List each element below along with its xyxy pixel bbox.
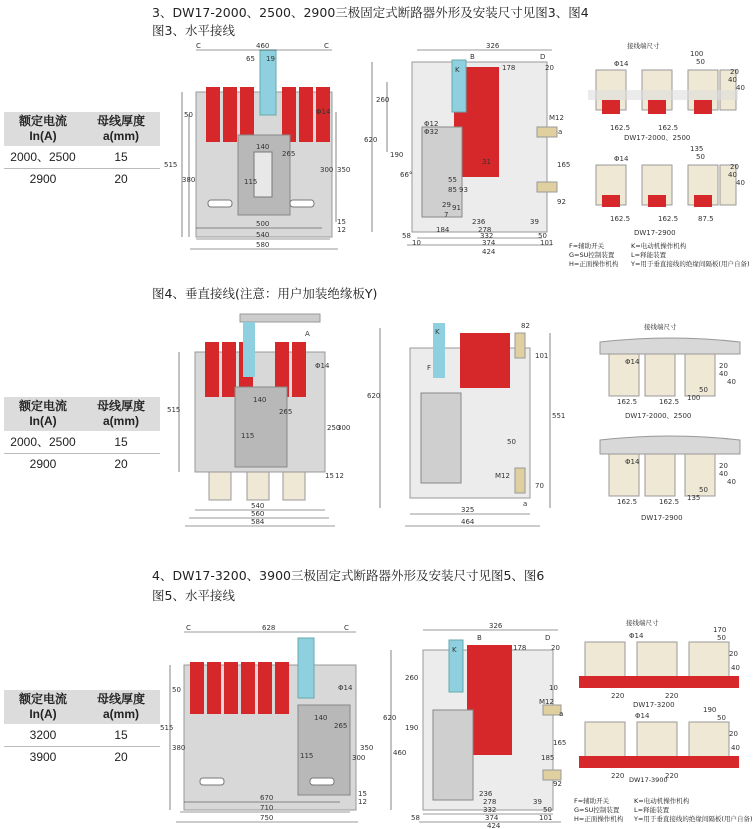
dim-phi14: Φ14 xyxy=(614,155,629,163)
legend-3: F=辅助开关 K=电动机操作机构 G=SU控制装置 L=释能装置 H=正面操作机构 Y=用于垂直接线的绝缘间隔板(用户自备) xyxy=(574,797,753,823)
dim-a: a xyxy=(558,128,563,136)
dim-phi32: Φ32 xyxy=(424,128,439,136)
dim-350: 350 xyxy=(337,166,351,174)
dim-91: 91 xyxy=(452,204,461,212)
label-dw17-2000: DW17-2000、2500 xyxy=(625,412,692,420)
dim-165: 165 xyxy=(553,739,567,747)
dim-1625b: 162.5 xyxy=(659,498,680,506)
dim-515: 515 xyxy=(160,724,174,732)
dim-40b: 40 xyxy=(736,179,745,187)
dim-460: 460 xyxy=(393,749,407,757)
dim-750: 750 xyxy=(260,814,274,822)
header-current: 额定电流 In(A) xyxy=(4,112,82,147)
dim-c-left: C xyxy=(186,624,191,632)
dim-560: 560 xyxy=(251,510,265,518)
header-current: 额定电流 In(A) xyxy=(4,397,82,432)
dim-a: a xyxy=(523,500,528,508)
dim-332: 332 xyxy=(483,806,497,814)
terminal-drawing-1b xyxy=(580,145,745,237)
dim-65: 65 xyxy=(246,55,255,63)
dim-b: B xyxy=(477,634,482,642)
dim-50: 50 xyxy=(699,386,708,394)
dim-50: 50 xyxy=(184,111,193,119)
table-row: 3200 15 xyxy=(4,725,160,747)
dim-115: 115 xyxy=(300,752,314,760)
dim-170: 170 xyxy=(713,626,727,634)
dim-250: 250 xyxy=(327,424,341,432)
dim-178: 178 xyxy=(513,644,527,652)
front-view-drawing-1 xyxy=(160,42,350,257)
dim-phi14: Φ14 xyxy=(315,362,330,370)
dim-phi14: Φ14 xyxy=(635,712,650,720)
side-view-drawing-3 xyxy=(383,620,568,828)
dim-620: 620 xyxy=(364,136,378,144)
dim-19: 19 xyxy=(266,55,275,63)
dim-20: 20 xyxy=(551,644,560,652)
dim-50: 50 xyxy=(717,634,726,642)
front-view-drawing-2 xyxy=(165,312,350,534)
dim-350: 350 xyxy=(360,744,374,752)
terminal-title-3: 接线端尺寸 xyxy=(626,619,659,627)
dim-220b: 220 xyxy=(665,692,679,700)
dim-620: 620 xyxy=(383,714,397,722)
dim-101: 101 xyxy=(540,239,554,247)
dim-115: 115 xyxy=(244,178,258,186)
dim-220a: 220 xyxy=(611,772,625,780)
header-thickness: 母线厚度 a(mm) xyxy=(82,397,160,432)
dim-628: 628 xyxy=(262,624,276,632)
dim-620: 620 xyxy=(367,392,381,400)
dim-50: 50 xyxy=(538,232,547,240)
dim-101: 101 xyxy=(535,352,549,360)
dim-178: 178 xyxy=(502,64,516,72)
dim-15: 15 xyxy=(325,472,334,480)
dim-39: 39 xyxy=(533,798,542,806)
dim-50: 50 xyxy=(699,486,708,494)
dim-c-right: C xyxy=(324,42,329,50)
dim-58: 58 xyxy=(402,232,411,240)
header-thickness: 母线厚度 a(mm) xyxy=(82,112,160,147)
dim-20: 20 xyxy=(719,462,728,470)
dim-260: 260 xyxy=(376,96,390,104)
dim-140: 140 xyxy=(256,143,270,151)
dim-k: K xyxy=(455,66,460,74)
dim-325: 325 xyxy=(461,506,475,514)
dim-phi14: Φ14 xyxy=(316,108,331,116)
dim-515: 515 xyxy=(167,406,181,414)
terminal-title-2: 接线端尺寸 xyxy=(644,323,677,331)
dim-20: 20 xyxy=(729,650,738,658)
dim-f: F xyxy=(427,364,432,372)
dim-40a: 40 xyxy=(728,76,737,84)
dim-374: 374 xyxy=(482,239,496,247)
dim-190: 190 xyxy=(703,706,717,714)
dim-20: 20 xyxy=(719,362,728,370)
label-dw17-2000: DW17-2000、2500 xyxy=(624,134,691,142)
dim-50: 50 xyxy=(696,153,705,161)
dim-265: 265 xyxy=(282,150,296,158)
dim-40b: 40 xyxy=(727,478,736,486)
dim-135: 135 xyxy=(687,494,701,502)
dim-670: 670 xyxy=(260,794,274,802)
dim-1625a: 162.5 xyxy=(610,124,631,132)
dim-70: 70 xyxy=(535,482,544,490)
dim-phi14: Φ14 xyxy=(625,458,640,466)
dim-135: 135 xyxy=(690,145,704,153)
dim-c-right: C xyxy=(344,624,349,632)
dim-m12: M12 xyxy=(495,472,510,480)
dim-m12: M12 xyxy=(539,698,554,706)
dim-55: 55 xyxy=(448,176,457,184)
dim-phi14: Φ14 xyxy=(338,684,353,692)
dim-39: 39 xyxy=(530,218,539,226)
dim-50: 50 xyxy=(172,686,181,694)
dim-278: 278 xyxy=(478,226,492,234)
dim-50: 50 xyxy=(543,806,552,814)
terminal-drawing-2a xyxy=(595,334,745,424)
dim-374: 374 xyxy=(485,814,499,822)
dim-1625a: 162.5 xyxy=(617,498,638,506)
dim-1625a: 162.5 xyxy=(617,398,638,406)
table-row: 2000、2500 15 xyxy=(4,147,160,169)
dim-85: 85 xyxy=(448,186,457,194)
dim-460: 460 xyxy=(256,42,270,50)
dim-190: 190 xyxy=(405,724,419,732)
dim-phi12: Φ12 xyxy=(424,120,439,128)
dim-115: 115 xyxy=(241,432,255,440)
dim-140: 140 xyxy=(253,396,267,404)
table-row: 3900 20 xyxy=(4,747,160,769)
dim-300: 300 xyxy=(337,424,351,432)
dim-12: 12 xyxy=(358,798,367,806)
header-current: 额定电流 In(A) xyxy=(4,690,82,725)
dim-184: 184 xyxy=(436,226,450,234)
dim-300: 300 xyxy=(320,166,334,174)
dim-326: 326 xyxy=(486,42,500,50)
dim-220a: 220 xyxy=(611,692,625,700)
dim-40a: 40 xyxy=(719,370,728,378)
dim-165: 165 xyxy=(557,161,571,169)
section1-heading: 3、DW17-2000、2500、2900三极固定式断路器外形及安装尺寸见图3、图4 xyxy=(152,5,589,20)
dim-phi14: Φ14 xyxy=(625,358,640,366)
dim-66deg: 66° xyxy=(400,171,413,179)
dim-40: 40 xyxy=(731,744,740,752)
dim-260: 260 xyxy=(405,674,419,682)
dim-58: 58 xyxy=(411,814,420,822)
dim-190: 190 xyxy=(390,151,404,159)
dim-k: K xyxy=(435,328,440,336)
dim-d: D xyxy=(540,53,546,61)
dim-40a: 40 xyxy=(728,171,737,179)
dim-50: 50 xyxy=(696,58,705,66)
dim-m12: M12 xyxy=(549,114,564,122)
dim-710: 710 xyxy=(260,804,274,812)
section3-heading: 4、DW17-3200、3900三极固定式断路器外形及安装尺寸见图5、图6 xyxy=(152,568,545,583)
dim-220b: 220 xyxy=(665,772,679,780)
dim-464: 464 xyxy=(461,518,475,526)
dim-380: 380 xyxy=(172,744,186,752)
spec-table-1 xyxy=(4,112,160,190)
dim-93: 93 xyxy=(459,186,468,194)
dim-50: 50 xyxy=(507,438,516,446)
label-dw17-2900: DW17-2900 xyxy=(641,514,683,522)
dim-424: 424 xyxy=(487,822,501,829)
dim-140: 140 xyxy=(314,714,328,722)
dim-50: 50 xyxy=(717,714,726,722)
dim-b: B xyxy=(470,53,475,61)
dim-40b: 40 xyxy=(736,84,745,92)
figure4-title: 图4、垂直接线(注意：用户加装绝缘板Y) xyxy=(152,286,378,301)
dim-a: a xyxy=(559,710,564,718)
dim-100: 100 xyxy=(690,50,704,58)
dim-424: 424 xyxy=(482,248,496,256)
dim-540: 540 xyxy=(251,502,265,510)
dim-c-left: C xyxy=(196,42,201,50)
dim-20: 20 xyxy=(730,163,739,171)
dim-1625a: 162.5 xyxy=(610,215,631,223)
dim-265: 265 xyxy=(334,722,348,730)
dim-15: 15 xyxy=(337,218,346,226)
header-thickness: 母线厚度 a(mm) xyxy=(82,690,160,725)
spec-table-3 xyxy=(4,690,160,768)
dim-1625b: 162.5 xyxy=(659,398,680,406)
spec-table-2 xyxy=(4,397,160,475)
terminal-title-1: 接线端尺寸 xyxy=(627,42,660,50)
dim-20: 20 xyxy=(729,730,738,738)
dim-12: 12 xyxy=(337,226,346,234)
dim-20: 20 xyxy=(545,64,554,72)
dim-40: 40 xyxy=(731,664,740,672)
dim-10: 10 xyxy=(549,684,558,692)
terminal-drawing-3a xyxy=(575,628,745,708)
dim-d: D xyxy=(545,634,551,642)
dim-584: 584 xyxy=(251,518,265,526)
terminal-drawing-2b xyxy=(595,432,745,524)
dim-10: 10 xyxy=(412,239,421,247)
dim-101: 101 xyxy=(539,814,553,822)
dim-a: A xyxy=(305,330,310,338)
dim-551: 551 xyxy=(552,412,566,420)
dim-515: 515 xyxy=(164,161,178,169)
legend-1: F=辅助开关 K=电动机操作机构 G=SU控制装置 L=释能装置 H=正面操作机构 Y=用于垂直接线的绝缘间隔板(用户自备) xyxy=(569,242,750,268)
dim-82: 82 xyxy=(521,322,530,330)
dim-phi14: Φ14 xyxy=(629,632,644,640)
table-row: 2000、2500 15 xyxy=(4,432,160,454)
figure5-title: 图5、水平接线 xyxy=(152,588,235,603)
dim-326: 326 xyxy=(489,622,503,630)
dim-236: 236 xyxy=(472,218,486,226)
dim-875: 87.5 xyxy=(698,215,714,223)
dim-29: 29 xyxy=(442,201,451,209)
label-dw17-2900: DW17-2900 xyxy=(634,229,676,237)
side-view-drawing-2 xyxy=(365,318,565,532)
dim-92: 92 xyxy=(557,198,566,206)
terminal-drawing-1a xyxy=(580,52,745,140)
dim-40a: 40 xyxy=(719,470,728,478)
dim-12: 12 xyxy=(335,472,344,480)
dim-40b: 40 xyxy=(727,378,736,386)
dim-185: 185 xyxy=(541,754,555,762)
dim-phi14: Φ14 xyxy=(614,60,629,68)
label-dw17-3200: DW17-3200 xyxy=(633,701,675,709)
dim-236: 236 xyxy=(479,790,493,798)
figure3-title: 图3、水平接线 xyxy=(152,23,235,38)
dim-31: 31 xyxy=(482,158,491,166)
dim-15: 15 xyxy=(358,790,367,798)
dim-100: 100 xyxy=(687,394,701,402)
dim-278: 278 xyxy=(483,798,497,806)
dim-7: 7 xyxy=(444,211,449,219)
dim-540: 540 xyxy=(256,231,270,239)
dim-500: 500 xyxy=(256,220,270,228)
dim-265: 265 xyxy=(279,408,293,416)
dim-1625b: 162.5 xyxy=(658,215,679,223)
dim-1625b: 162.5 xyxy=(658,124,679,132)
front-view-drawing-3 xyxy=(160,620,375,828)
dim-332: 332 xyxy=(480,232,494,240)
dim-92: 92 xyxy=(553,780,562,788)
dim-300: 300 xyxy=(352,754,366,762)
dim-20: 20 xyxy=(730,68,739,76)
table-row: 2900 20 xyxy=(4,454,160,476)
dim-580: 580 xyxy=(256,241,270,249)
dim-k: K xyxy=(452,646,457,654)
dim-380: 380 xyxy=(182,176,196,184)
label-dw17-3900: DW17-3900 xyxy=(629,776,668,784)
table-row: 2900 20 xyxy=(4,169,160,191)
side-view-drawing-1 xyxy=(362,42,571,257)
